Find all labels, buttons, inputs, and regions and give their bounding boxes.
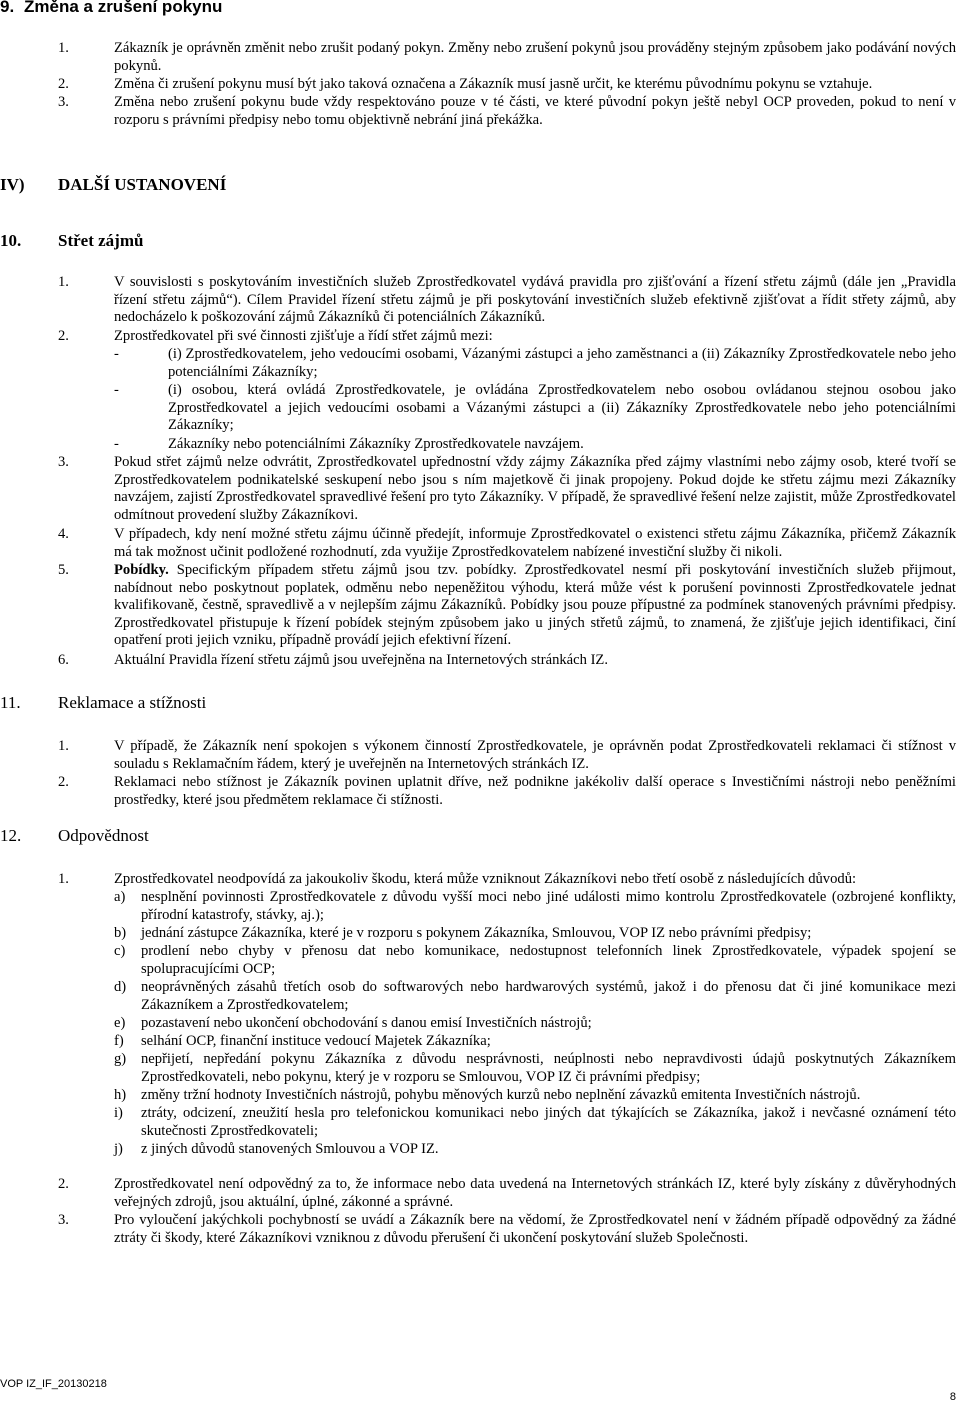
dash-text: (i) osobou, která ovládá Zprostředkovatele, je ovládána Zprostředkovatelem nebo osobou ovládanou stejnou osobou jako Zprostředkovatel a jejich vedoucími osobami a Vázanými zástupci a (ii) Zákazníky Zprostředkovatele nebo jeho potenciálními Zákazníky; <box>168 382 956 434</box>
sub-text: neoprávněných zásahů třetích osob do softwarových nebo hardwarových systémů, jakož i do přenosu dat či jiné komunikace mezi Zákazníkem a Zprostředkovatelem; <box>141 979 956 1013</box>
dash-marker: - <box>114 436 119 452</box>
dash-text: (i) Zprostředkovatelem, jeho vedoucími osobami, Vázanými zástupci a jeho zaměstnanci a (ii) Zákazníky Zprostředkovatele nebo jeho potenciálními Zákazníky; <box>168 346 956 380</box>
section-title: Změna a zrušení pokynu <box>24 0 223 16</box>
sub-text: selhání OCP, finanční instituce vedoucí Majetek Zákazníka; <box>141 1033 491 1049</box>
item-number: 2. <box>58 328 69 344</box>
item-bold-lead: Pobídky. <box>114 562 169 578</box>
item-text: V případě, že Zákazník není spokojen s výkonem činností Zprostředkovatele, je oprávněn podat Zprostředkovateli reklamaci či stížnost v souladu s Reklamačním řádem, který je uveřejněn na Internetových stránkách IZ. <box>114 738 956 772</box>
list-item <box>58 871 956 889</box>
sub-item <box>114 943 956 978</box>
item-number: 6. <box>58 652 69 668</box>
list-item <box>58 652 956 670</box>
list-item <box>58 774 956 809</box>
sub-text: pozastavení nebo ukončení obchodování s danou emisí Investičních nástrojů; <box>141 1015 592 1031</box>
sub-text: z jiných důvodů stanovených Smlouvou a VOP IZ. <box>141 1141 439 1157</box>
section-title: Střet zájmů <box>58 231 144 250</box>
item-number: 3. <box>58 454 69 470</box>
section-number: 11. <box>0 693 21 712</box>
sub-text: nesplnění povinnosti Zprostředkovatele z důvodu vyšší moci nebo jiné události mimo kontrolu Zprostředkovatele (ozbrojené konflikty, přírodní katastrofy, stávky, aj.); <box>141 889 956 923</box>
sub-item <box>114 1015 956 1033</box>
list-item <box>58 274 956 327</box>
item-number: 1. <box>58 40 69 56</box>
list-item <box>58 328 956 346</box>
dash-marker: - <box>114 382 119 398</box>
sub-marker: g) <box>114 1051 127 1067</box>
item-number: 1. <box>58 738 69 754</box>
sub-marker: b) <box>114 925 127 941</box>
sub-item <box>114 1051 956 1086</box>
sub-marker: a) <box>114 889 126 905</box>
dash-marker: - <box>114 346 119 362</box>
page-number: 8 <box>949 1391 956 1403</box>
list-item <box>58 526 956 561</box>
section-title: Odpovědnost <box>58 826 149 845</box>
footer-doc-code: VOP IZ_IF_20130218 <box>0 1378 107 1390</box>
sub-marker: d) <box>114 979 127 995</box>
list-item <box>58 94 956 129</box>
item-number: 4. <box>58 526 69 542</box>
item-text: Reklamaci nebo stížnost je Zákazník povinen uplatnit dříve, než podnikne jakékoliv další operace s Investičními nástroji nebo peněžními prostředky, které jsou předmětem reklamace či stížnosti. <box>114 774 956 808</box>
sub-marker: j) <box>114 1141 123 1157</box>
sub-text: nepřijetí, nepředání pokynu Zákazníka z důvodu nesprávnosti, neúplnosti nebo nepravdivosti údajů poskytnutých Zákazníkem Zprostředkovateli, nebo pokynu, který je v rozporu se Smlouvou, VOP IZ či právními předpisy; <box>141 1051 956 1085</box>
item-text: Aktuální Pravidla řízení střetu zájmů jsou uveřejněna na Internetových stránkách IZ. <box>114 652 608 668</box>
item-number: 1. <box>58 274 69 290</box>
sub-text: změny tržní hodnoty Investičních nástrojů, pohybu měnových kurzů nebo neplnění závazků emitenta Investičních nástrojů. <box>141 1087 861 1103</box>
sub-item <box>114 1033 956 1051</box>
item-number: 5. <box>58 562 69 578</box>
item-text: Pokud střet zájmů nelze odvrátit, Zprostředkovatel upřednostní vždy zájmy Zákazníka před zájmy vlastními nebo zájmy osob, které tvoří se Zprostředkovatelem podnikatelské seskupení nebo jsou s ním majetkově či jinak propojeny. Pokud dojde ke střetu zájmu mezi Zákazníky navzájem, zajistí Zprostředkovatel spravedlivé řešení pro tyto Zákazníky. V případě, že spravedlivé řešení nelze zajistit, může Zprostředkovatel odmítnout provedení služby Zákazníkovi. <box>114 454 956 523</box>
sub-item <box>114 925 956 943</box>
sub-item <box>114 979 956 1014</box>
item-number: 2. <box>58 774 69 790</box>
item-number: 3. <box>58 94 69 110</box>
item-text: Zákazník je oprávněn změnit nebo zrušit podaný pokyn. Změny nebo zrušení pokynů jsou prováděny stejným způsobem jako podávání nových pokynů. <box>114 40 956 74</box>
item-text: Pro vyloučení jakýchkoli pochybností se uvádí a Zákazník bere na vědomí, že Zprostředkovatel není v žádném případě odpovědný za žádné ztráty či škody, které Zákazníkovi vzniknou z důvodu přerušení či ukončení poskytování služeb Společnosti. <box>114 1212 956 1246</box>
dash-text: Zákazníky nebo potenciálními Zákazníky Zprostředkovatele navzájem. <box>168 436 584 452</box>
sub-item <box>114 889 956 924</box>
sub-item <box>114 1105 956 1140</box>
sub-marker: f) <box>114 1033 124 1049</box>
item-text: Zprostředkovatel není odpovědný za to, že informace nebo data uvedená na Internetových stránkách IZ, které byly získány z důvěryhodných veřejných zdrojů, jsou aktuální, úplné, zákonné a správné. <box>114 1176 956 1210</box>
item-text: V případech, kdy není možné střetu zájmu účinně předejít, informuje Zprostředkovatel o existenci střetu zájmu Zákazníka, přičemž Zákazník má tak možnost učinit podložené rozhodnutí, zda využije Zprostředkovatelem nabízené investiční služby či nikoli. <box>114 526 956 560</box>
item-text: Změna či zrušení pokynu musí být jako taková označena a Zákazník musí jasně určit, ke kterému původnímu pokynu se vztahuje. <box>114 76 873 92</box>
dash-item <box>114 436 956 454</box>
section-9-heading <box>0 0 222 17</box>
sub-text: jednání zástupce Zákazníka, které je v rozporu s pokynem Zákazníka, Smlouvou, VOP IZ nebo právními předpisy; <box>141 925 812 941</box>
item-number: 2. <box>58 76 69 92</box>
sub-marker: h) <box>114 1087 127 1103</box>
item-text: V souvislosti s poskytováním investičních služeb Zprostředkovatel vydává pravidla pro zjišťování a řízení střetu zájmů (dále jen „Pravidla řízení střetu zájmů“). Cílem Pravidel řízení střetu zájmů je při poskytování investičních služeb efektivně zjišťovat a řídit střety zájmů, aby nedocházelo k poškozování zájmů Zákazníků či potenciálních Zákazníků. <box>114 274 956 326</box>
item-text: Změna nebo zrušení pokynu bude vždy respektováno pouze v té části, ve které původní pokyn ještě nebyl OCP proveden, pokud to není v rozporu s právními předpisy nebo tomu objektivně nebrání jiná překážka. <box>114 94 956 128</box>
sub-text: ztráty, odcizení, zneužití hesla pro telefonickou komunikaci nebo jiných dat týkajících se Zákazníka, jakož i nevčasné oznámení této skutečnosti Zprostředkovateli; <box>141 1105 956 1139</box>
sub-item <box>114 1087 956 1105</box>
list-item <box>58 40 956 75</box>
item-number: 2. <box>58 1176 69 1192</box>
section-number: 10. <box>0 231 22 250</box>
list-item <box>58 1212 956 1247</box>
item-number: 1. <box>58 871 69 887</box>
section-title: Reklamace a stížnosti <box>58 693 207 712</box>
section-number: 9. <box>0 0 15 16</box>
part-title: DALŠÍ USTANOVENÍ <box>58 175 227 194</box>
item-text: Specifickým případem střetu zájmů jsou tzv. pobídky. Zprostředkovatel nesmí při poskytování investičních služeb přijmout, nabídnout nebo poskytnout poplatek, odměnu nebo nepeněžitou výhodu, která může vést k porušení povinnosti Zprostředkovatele jednat kvalifikovaně, čestně, spravedlivě a v nejlepším zájmu Zákazníků. Pobídky jsou pouze přípustné za podmínek stanovených právními předpisy. Zprostředkovatel přistupuje k řízení pobídek stejným způsobem jako u jiných střetů zájmů, to znamená, že zjišťuje jejich identifikaci, činí opatření proti jejich vzniku, případně provádí jejich efektivní řízení. <box>114 562 956 649</box>
item-text: Zprostředkovatel při své činnosti zjišťuje a řídí střet zájmů mezi: <box>114 328 493 344</box>
list-item <box>58 562 956 650</box>
list-item <box>58 1176 956 1211</box>
list-item <box>58 738 956 773</box>
part-number: IV) <box>0 175 25 194</box>
sub-marker: i) <box>114 1105 123 1121</box>
dash-item <box>114 346 956 381</box>
item-number: 3. <box>58 1212 69 1228</box>
sub-text: prodlení nebo chyby v přenosu dat nebo komunikace, nedostupnost telefonních linek Zprostředkovatele, výpadek spojení se spolupracujícími OCP; <box>141 943 956 977</box>
section-number: 12. <box>0 826 22 845</box>
dash-item <box>114 382 956 435</box>
list-item <box>58 454 956 524</box>
sub-item <box>114 1141 956 1159</box>
list-item <box>58 76 956 94</box>
item-text: Zprostředkovatel neodpovídá za jakoukoliv škodu, která může vzniknout Zákazníkovi nebo třetí osobě z následujících důvodů: <box>114 871 857 887</box>
sub-marker: c) <box>114 943 126 959</box>
sub-marker: e) <box>114 1015 126 1031</box>
